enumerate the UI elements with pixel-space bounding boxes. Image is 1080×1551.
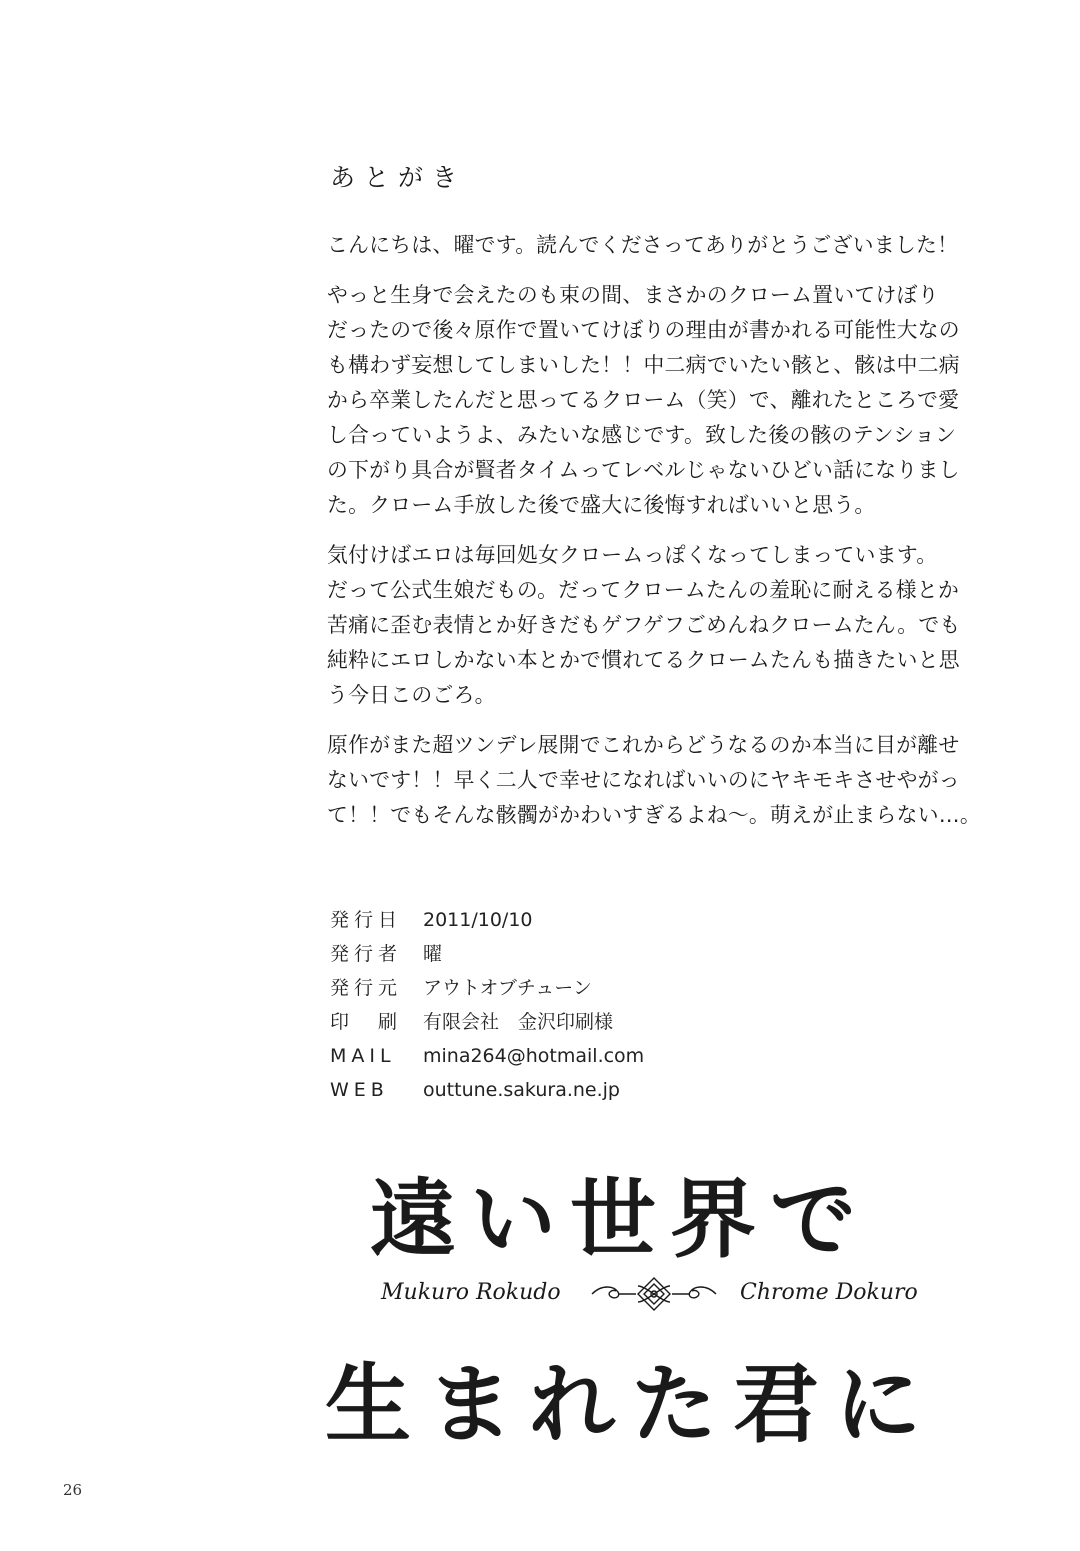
- colophon-row-publisher: [330, 971, 830, 1005]
- colophon-value: 2011/10/10: [423, 909, 533, 931]
- colophon-row-mail: [330, 1039, 830, 1073]
- paragraph: [327, 538, 987, 713]
- colophon-value: outtune.sakura.ne.jp: [423, 1079, 620, 1101]
- afterword-body: [327, 228, 987, 848]
- colophon-value: アウトオブチューン: [423, 977, 592, 999]
- text-line: だったので後々原作で置いてけぼりの理由が書かれる可能性大なの: [327, 318, 960, 342]
- paragraph: [327, 228, 987, 263]
- text-line: だって公式生娘だもの。だってクロームたんの羞恥に耐える様とか: [327, 578, 960, 602]
- colophon-value: 曜: [423, 943, 443, 965]
- title-line-2: 生まれた君に: [325, 1354, 937, 1455]
- character-name-left: Mukuro Rokudo: [381, 1280, 561, 1305]
- colophon-row-issue-date: [330, 903, 830, 937]
- colophon-label: WEB: [330, 1079, 389, 1101]
- text-line: ないです！！早く二人で幸せになればいいのにヤキモキさせやがっ: [327, 768, 960, 792]
- character-name-right: Chrome Dokuro: [740, 1280, 918, 1305]
- text-line: 原作がまた超ツンデレ展開でこれからどうなるのか本当に目が離せ: [327, 733, 960, 757]
- text-line: 純粋にエロしかない本とかで慣れてるクロームたんも描きたいと思: [327, 648, 960, 672]
- text-line: の下がり具合が賢者タイムってレベルじゃないひどい話になりまし: [327, 458, 960, 482]
- text-line: から卒業したんだと思ってるクローム（笑）で、離れたところで愛: [327, 388, 960, 412]
- text-line: し合っていようよ、みたいな感じです。致した後の骸のテンション: [327, 423, 957, 447]
- colophon-label: MAIL: [330, 1045, 396, 1067]
- colophon-value: 有限会社 金沢印刷様: [423, 1011, 614, 1033]
- colophon-label: 発行者: [330, 943, 403, 965]
- colophon-label: 発行日: [330, 909, 403, 931]
- text-line: こんにちは、曜です。読んでくださってありがとうございました！: [327, 233, 959, 257]
- celtic-knot-ornament-icon: [588, 1272, 720, 1316]
- colophon-label: 発行元: [330, 977, 403, 999]
- text-line: た。クローム手放した後で盛大に後悔すればいいと思う。: [327, 493, 876, 517]
- paragraph: [327, 728, 987, 833]
- colophon-label: 印 刷: [330, 1011, 403, 1033]
- text-line: う今日このごろ。: [327, 683, 496, 707]
- colophon: [330, 903, 830, 1107]
- text-line: 苦痛に歪む表情とか好きだもゲフゲフごめんねクロームたん。でも: [327, 613, 961, 637]
- title-line-1: 遠い世界で: [370, 1169, 870, 1270]
- text-line: も構わず妄想してしまいした！！中二病でいたい骸と、骸は中二病: [327, 353, 960, 377]
- paragraph: [327, 278, 987, 523]
- colophon-row-publisher-person: [330, 937, 830, 971]
- colophon-value: mina264@hotmail.com: [423, 1045, 645, 1067]
- text-line: 気付けばエロは毎回処女クロームっぽくなってしまっています。: [327, 543, 938, 567]
- colophon-row-printer: [330, 1005, 830, 1039]
- text-line: やっと生身で会えたのも束の間、まさかのクローム置いてけぼり: [327, 283, 939, 307]
- colophon-row-web: [330, 1073, 830, 1107]
- afterword-heading: あとがき: [330, 163, 467, 192]
- text-line: て！！でもそんな骸髑がかわいすぎるよね〜。萌えが止まらない…。: [327, 803, 981, 827]
- page-number: 26: [63, 1481, 83, 1499]
